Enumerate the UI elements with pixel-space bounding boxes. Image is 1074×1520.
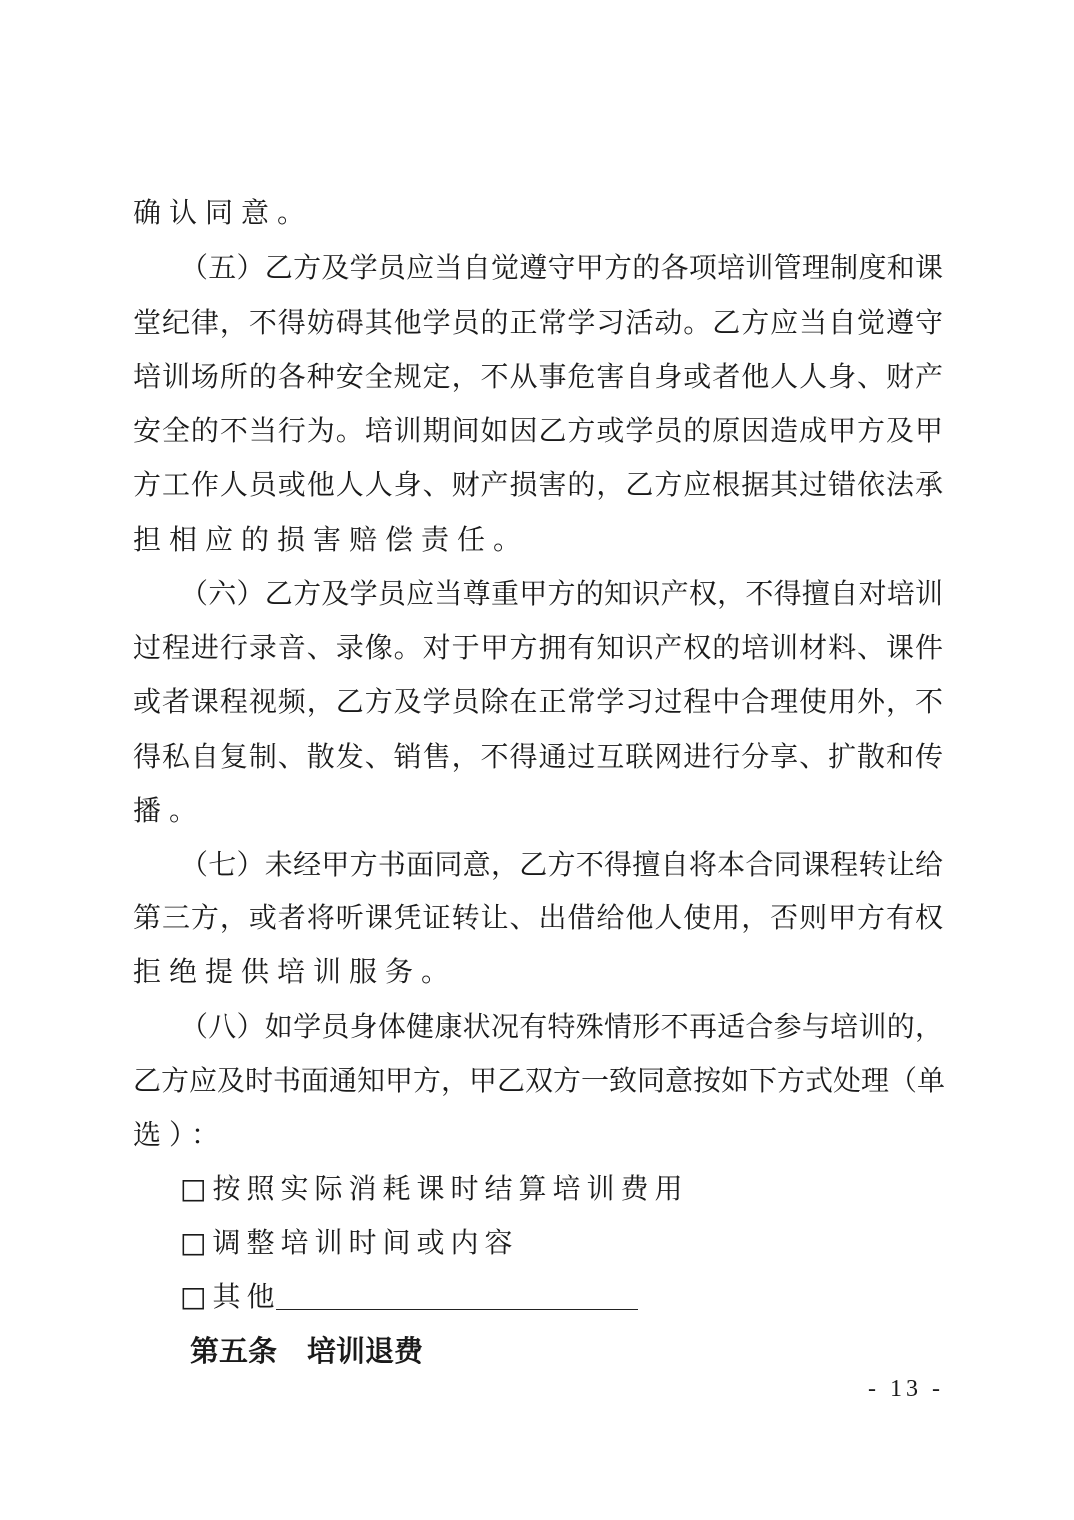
fill-in-blank[interactable]: [276, 1281, 638, 1310]
text-line: 拒绝提供培训服务。: [133, 955, 458, 988]
checkbox-option[interactable]: [180, 1223, 990, 1263]
text-line: 选）：: [133, 1118, 228, 1151]
option-label: □其他: [180, 1280, 281, 1313]
text-line: （五）乙方及学员应当自觉遵守甲方的各项培训管理制度和课: [180, 251, 943, 284]
text-line: （六）乙方及学员应当尊重甲方的知识产权，不得擅自对培训: [180, 577, 943, 610]
text-line: （七）未经甲方书面同意，乙方不得擅自将本合同课程转让给: [180, 848, 943, 881]
text-line: 培训场所的各种安全规定，不从事危害自身或者他人人身、财产: [133, 360, 943, 393]
checkbox-option[interactable]: [180, 1169, 990, 1209]
text-line: 播。: [133, 794, 206, 827]
article-number: 第五条: [190, 1334, 278, 1368]
text-line: 安全的不当行为。培训期间如因乙方或学员的原因造成甲方及甲: [133, 414, 943, 447]
text-line: 方工作人员或他人人身、财产损害的，乙方应根据其过错依法承: [133, 468, 943, 501]
text-line: 或者课程视频，乙方及学员除在正常学习过程中合理使用外，不: [133, 685, 943, 718]
text-line: 确认同意。: [133, 196, 314, 229]
section-heading: [190, 1331, 423, 1371]
text-line: （八）如学员身体健康状况有特殊情形不再适合参与培训的，: [180, 1010, 943, 1043]
text-line: 堂纪律，不得妨碍其他学员的正常学习活动。乙方应当自觉遵守: [133, 306, 943, 339]
text-line: 过程进行录音、录像。对于甲方拥有知识产权的培训材料、课件: [133, 631, 943, 664]
option-label: □按照实际消耗课时结算培训费用: [180, 1172, 689, 1205]
checkbox-option[interactable]: [180, 1277, 990, 1317]
text-line: 担相应的损害赔偿责任。: [133, 523, 530, 556]
text-line: 第三方，或者将听课凭证转让、出借给他人使用，否则甲方有权: [133, 901, 943, 934]
text-line: 乙方应及时书面通知甲方，甲乙双方一致同意按如下方式处理（单: [133, 1064, 946, 1097]
article-title: 培训退费: [307, 1334, 424, 1368]
text-line: 得私自复制、散发、销售，不得通过互联网进行分享、扩散和传: [133, 740, 943, 773]
option-label: □调整培训时间或内容: [180, 1226, 519, 1259]
page-number: - 13 -: [868, 1376, 944, 1402]
